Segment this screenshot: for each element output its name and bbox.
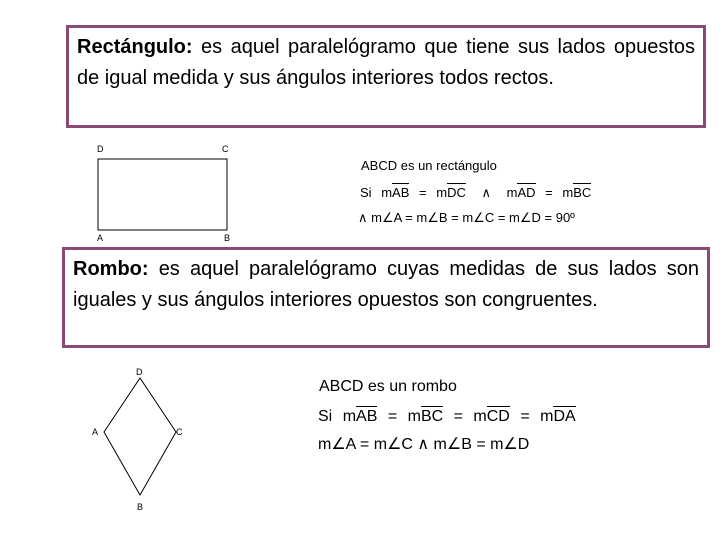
segment-bc: BC: [420, 408, 444, 425]
rhombus-shape: [104, 378, 176, 495]
equals-sign: =: [520, 408, 530, 425]
measure-m: m: [506, 185, 518, 200]
rhombus-definition-box: [62, 247, 710, 348]
si-label: Si: [318, 408, 333, 425]
rectangle-definition-text: es aquel paralelógramo que tiene sus lados opuestos de igual medida y sus ángulos interiores todos rectos.: [77, 36, 695, 89]
rect-vertex-a: A: [97, 233, 104, 243]
segment-ad: AD: [517, 185, 536, 200]
rectangle-shape: [98, 159, 227, 230]
rhombus-statement: ABCD es un rombo: [319, 378, 457, 395]
segment-cd: CD: [486, 408, 510, 425]
rectangle-term: Rectángulo:: [77, 36, 193, 58]
segment-da: DA: [553, 408, 576, 425]
si-label: Si: [360, 185, 372, 200]
rhombus-term: Rombo:: [73, 258, 149, 280]
rectangle-angles-equation: ∧ m∠A = m∠B = m∠C = m∠D = 90º: [358, 210, 575, 225]
measure-m: m: [342, 408, 357, 425]
rect-vertex-b: B: [224, 233, 231, 243]
equals-sign: =: [419, 185, 427, 200]
rhombus-vertex-a: A: [92, 427, 99, 437]
rectangle-statement: ABCD es un rectángulo: [361, 158, 497, 173]
measure-m: m: [381, 185, 393, 200]
rhombus-vertex-b: B: [137, 502, 144, 512]
segment-bc: BC: [573, 185, 592, 200]
rhombus-equality-sides: [318, 408, 576, 426]
rect-vertex-d: D: [97, 144, 104, 154]
segment-ab: AB: [392, 185, 410, 200]
measure-m: m: [473, 408, 487, 425]
rhombus-definition-text: es aquel paralelógramo cuyas medidas de sus lados son iguales y sus ángulos interiores opuestos son congruentes.: [73, 258, 699, 311]
equals-sign: =: [387, 408, 398, 425]
measure-m: m: [562, 185, 574, 200]
segment-dc: DC: [447, 185, 466, 200]
rect-vertex-c: C: [222, 144, 229, 154]
equals-sign: =: [453, 408, 463, 425]
segment-ab: AB: [356, 408, 378, 425]
rectangle-equality-sides: [360, 185, 591, 201]
rhombus-angles-equation: m∠A = m∠C ∧ m∠B = m∠D: [318, 436, 530, 453]
measure-m: m: [540, 408, 554, 425]
logical-and: ∧: [481, 185, 491, 200]
rhombus-vertex-c: C: [176, 427, 183, 437]
rhombus-vertex-d: D: [136, 367, 143, 377]
equals-sign: =: [545, 185, 553, 200]
measure-m: m: [436, 185, 448, 200]
measure-m: m: [407, 408, 421, 425]
